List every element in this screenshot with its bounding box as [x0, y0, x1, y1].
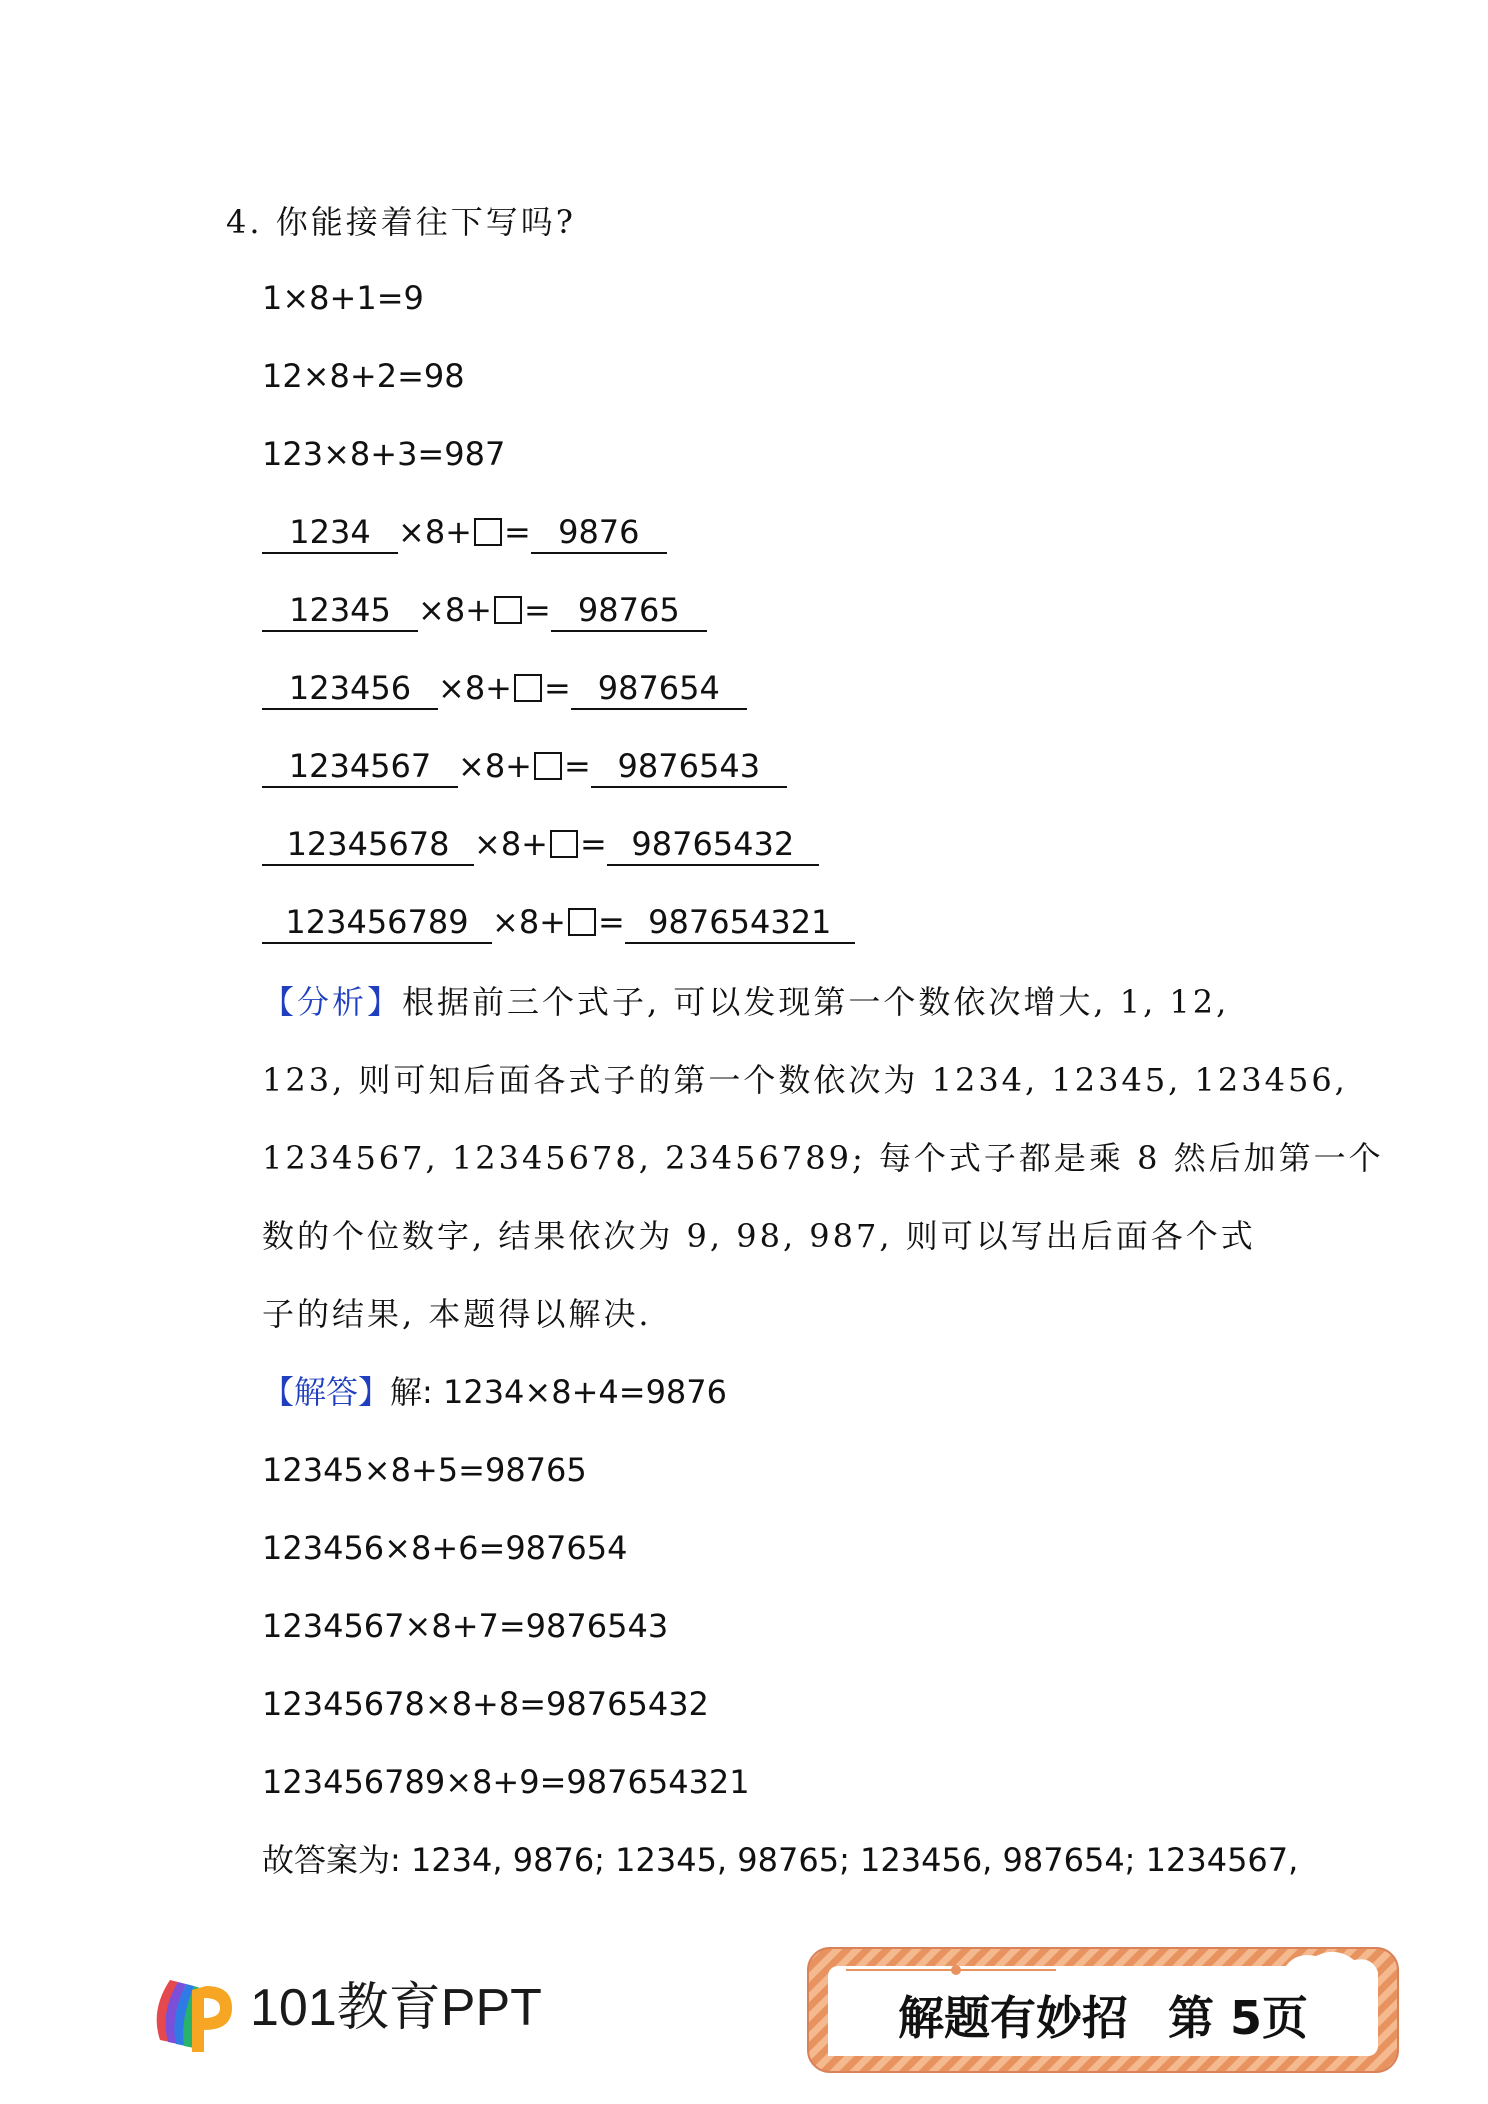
badge-title: 解题有妙招	[897, 1991, 1128, 2045]
answer-tag: 【解答】	[262, 1373, 391, 1411]
brand-logo-icon	[140, 1960, 240, 2060]
operator: ×8+	[418, 591, 492, 629]
fill-row-1	[262, 510, 667, 554]
brand-name: 101教育PPT	[250, 1979, 542, 2037]
operator: ×8+	[474, 825, 548, 863]
analysis-tag: 【分析】	[262, 983, 403, 1021]
empty-box[interactable]	[534, 752, 562, 780]
given-equation-3: 123×8+3=987	[262, 435, 506, 473]
question-title	[226, 200, 576, 244]
empty-box[interactable]	[494, 596, 522, 624]
given-equation-1: 1×8+1=9	[262, 279, 424, 317]
answer-line-6: 123456789×8+9=987654321	[262, 1763, 750, 1801]
answer-line-5: 12345678×8+8=98765432	[262, 1685, 709, 1723]
page-number: 第 5页	[1167, 1991, 1309, 2045]
analysis-line-3: 1234567, 12345678, 23456789; 每个式子都是乘 8 然后加第一个	[262, 1139, 1384, 1177]
empty-box[interactable]	[550, 830, 578, 858]
fill-blank-left[interactable]: 1234	[262, 512, 398, 554]
operator: ×8+	[458, 747, 532, 785]
fill-row-2	[262, 588, 707, 632]
fill-row-3	[262, 666, 747, 710]
answer-conclusion: 故答案为: 1234, 9876; 12345, 98765; 123456, 987654; 1234567,	[262, 1841, 1299, 1879]
fill-blank-right[interactable]: 9876	[531, 512, 667, 554]
empty-box[interactable]	[514, 674, 542, 702]
equals-sign: =	[523, 591, 551, 629]
answer-line-2: 12345×8+5=98765	[262, 1451, 587, 1489]
equals-sign: =	[597, 903, 625, 941]
answer-line-1	[262, 1370, 727, 1414]
analysis-line-4: 数的个位数字, 结果依次为 9, 98, 987, 则可以写出后面各个式	[262, 1217, 1256, 1255]
equals-sign: =	[543, 669, 571, 707]
fill-blank-right[interactable]: 9876543	[591, 746, 787, 788]
fill-blank-right[interactable]: 98765	[551, 590, 707, 632]
fill-row-6	[262, 900, 855, 944]
fill-blank-left[interactable]: 123456	[262, 668, 438, 710]
answer-line-3: 123456×8+6=987654	[262, 1529, 628, 1567]
analysis-line-2: 123, 则可知后面各式子的第一个数依次为 1234, 12345, 123456,	[262, 1061, 1348, 1099]
page-badge	[806, 1990, 1400, 2046]
question-text: 你能接着往下写吗?	[275, 203, 576, 241]
empty-box[interactable]	[474, 518, 502, 546]
given-equation-2: 12×8+2=98	[262, 357, 465, 395]
analysis-line-5: 子的结果, 本题得以解决.	[262, 1295, 652, 1333]
equals-sign: =	[579, 825, 607, 863]
equals-sign: =	[503, 513, 531, 551]
fill-blank-right[interactable]: 987654	[571, 668, 747, 710]
fill-blank-right[interactable]: 987654321	[625, 902, 855, 944]
analysis-text: 根据前三个式子, 可以发现第一个数依次增大, 1, 12,	[402, 983, 1230, 1021]
fill-row-4	[262, 744, 787, 788]
equals-sign: =	[563, 747, 591, 785]
fill-blank-left[interactable]: 123456789	[262, 902, 492, 944]
fill-blank-right[interactable]: 98765432	[607, 824, 819, 866]
question-number: 4.	[226, 203, 263, 241]
fill-blank-left[interactable]: 1234567	[262, 746, 458, 788]
operator: ×8+	[438, 669, 512, 707]
empty-box[interactable]	[568, 908, 596, 936]
fill-blank-left[interactable]: 12345678	[262, 824, 474, 866]
analysis-line-1	[262, 980, 1272, 1024]
answer-line-4: 1234567×8+7=9876543	[262, 1607, 669, 1645]
operator: ×8+	[492, 903, 566, 941]
operator: ×8+	[398, 513, 472, 551]
fill-row-5	[262, 822, 819, 866]
fill-blank-left[interactable]: 12345	[262, 590, 418, 632]
answer-text: 解: 1234×8+4=9876	[390, 1373, 728, 1411]
